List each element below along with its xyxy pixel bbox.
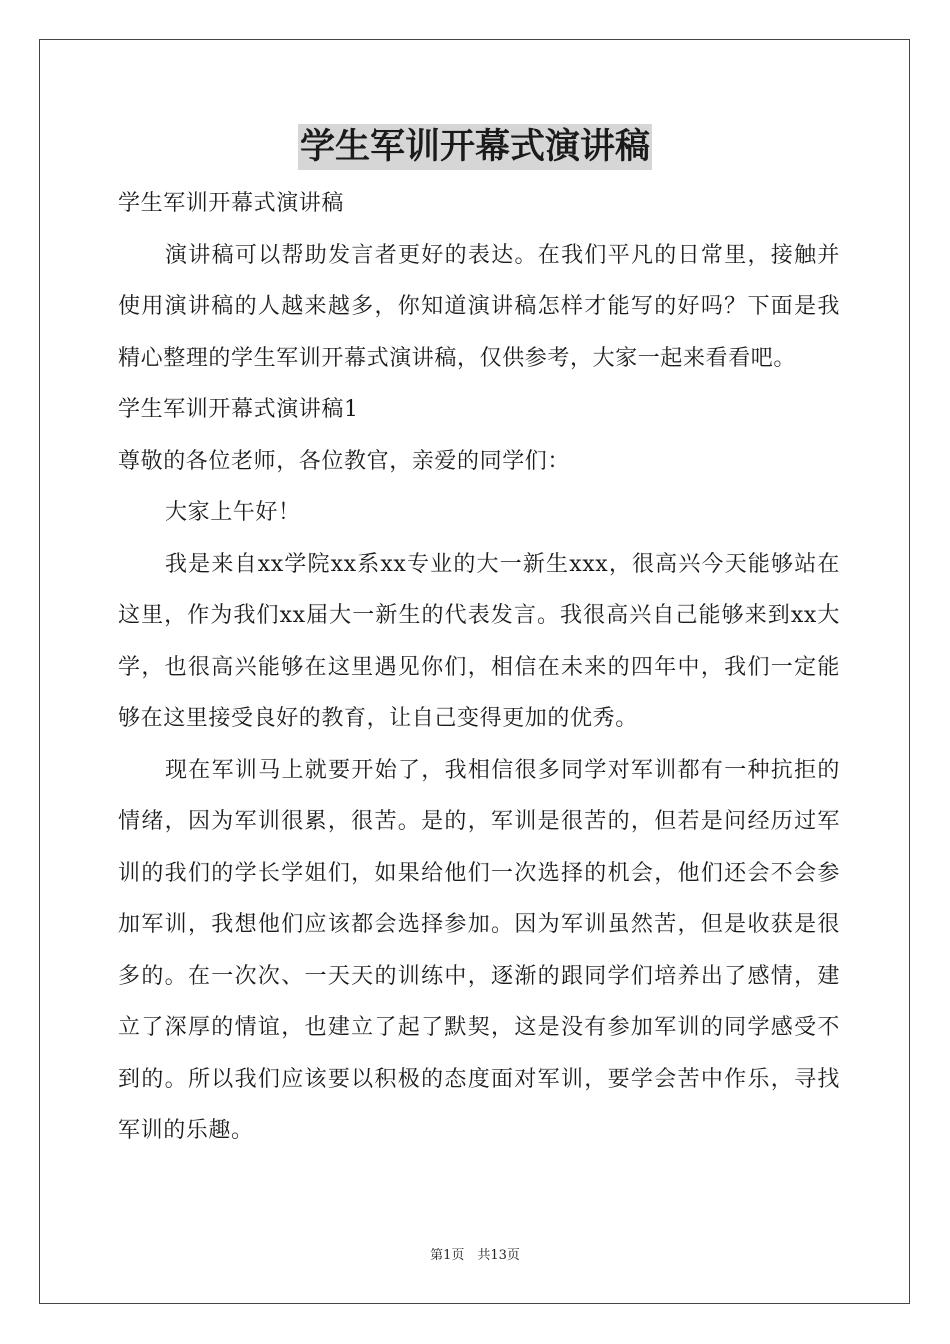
document-body	[118, 178, 840, 1157]
intro-paragraph: 演讲稿可以帮助发言者更好的表达。在我们平凡的日常里，接触并使用演讲稿的人越来越多，你知道演讲稿怎样才能写的好吗？下面是我精心整理的学生军训开幕式演讲稿，仅供参考，大家一起来看看吧。	[118, 242, 840, 371]
section-heading: 学生军训开幕式演讲稿1	[118, 397, 359, 422]
page-footer: 第1页 共13页	[430, 1248, 520, 1263]
document-subtitle: 学生军训开幕式演讲稿	[118, 191, 345, 216]
greeting: 大家上午好！	[165, 500, 301, 525]
document-title-text: 学生军训开幕式演讲稿	[298, 124, 652, 170]
body-paragraph-1: 我是来自xx学院xx系xx专业的大一新生xxx，很高兴今天能够站在这里，作为我们xx届大一新生的代表发言。我很高兴自己能够来到xx大学，也很高兴能够在这里遇见你们，相信在未来的四年中，我们一定能够在这里接受良好的教育，让自己变得更加的优秀。	[118, 551, 840, 731]
document-title	[0, 124, 950, 170]
salutation: 尊敬的各位老师，各位教官，亲爱的同学们：	[118, 448, 571, 474]
body-paragraph-2: 现在军训马上就要开始了，我相信很多同学对军训都有一种抗拒的情绪，因为军训很累，很苦。是的，军训是很苦的，但若是问经历过军训的我们的学长学姐们，如果给他们一次选择的机会，他们还会不会参加军训，我想他们应该都会选择参加。因为军训虽然苦，但是收获是很多的。在一次次、一天天的训练中，逐渐的跟同学们培养出了感情，建立了深厚的情谊，也建立了起了默契，这是没有参加军训的同学感受不到的。所以我们应该要以积极的态度面对军训，要学会苦中作乐，寻找军训的乐趣。	[118, 757, 840, 1143]
